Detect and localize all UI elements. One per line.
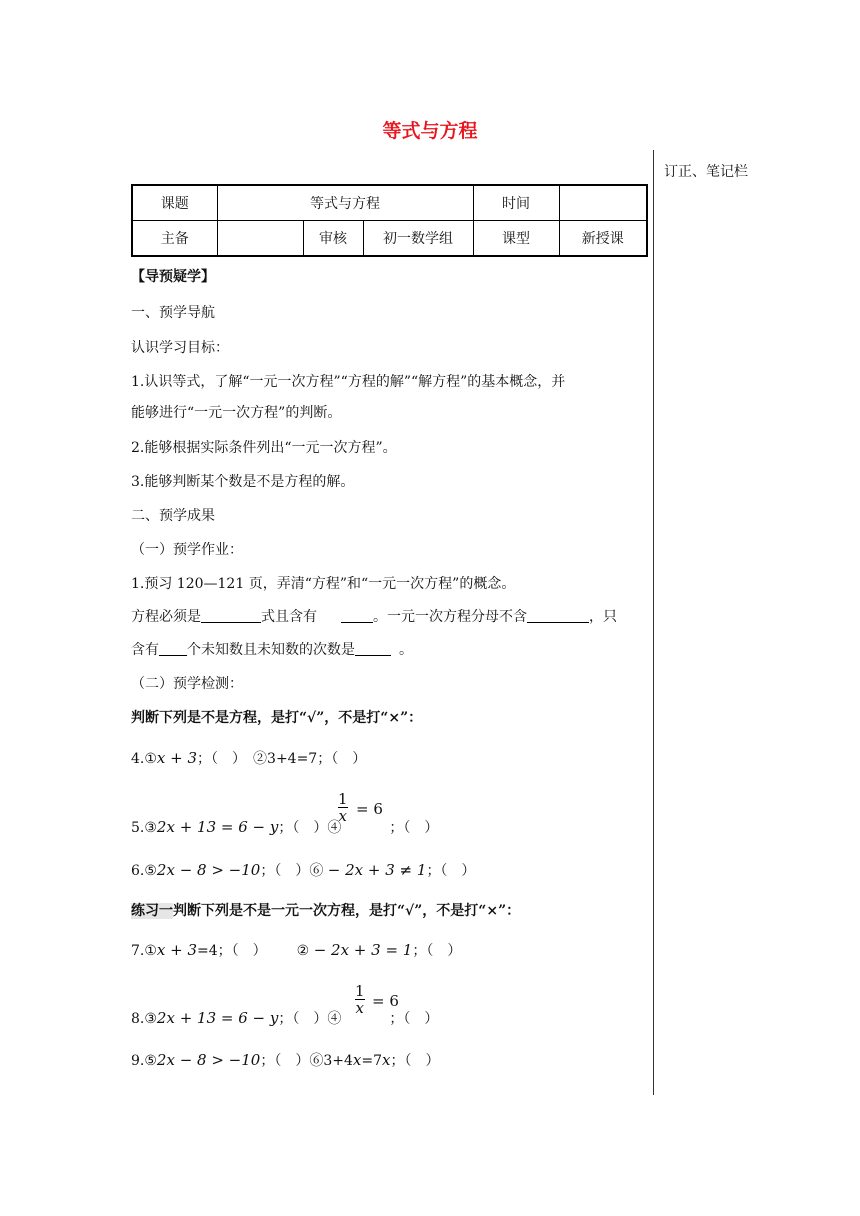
cell-topic-label: 课题 <box>132 185 217 221</box>
judge-instruction-1: 判断下列是不是方程，是打“√”，不是打“×”： <box>131 710 423 726</box>
page-title: 等式与方程 <box>382 120 478 142</box>
fraction-expression: $\frac{1}{x}$ <box>338 790 348 825</box>
fill-line-1: 方程必须是 式且含有 。一元一次方程分母不含 ，只 <box>131 609 617 625</box>
goal-1b: 能够进行“一元一次方程”的判断。 <box>131 405 342 421</box>
fraction-expression: $\frac{1}{x}$ <box>355 982 365 1017</box>
expression: 2x + 13 = 6 − y <box>156 818 279 836</box>
cell-author-value <box>217 221 303 257</box>
cell-time-value <box>559 185 647 221</box>
fraction-rhs: = 6 <box>356 800 383 818</box>
goal-3: 3.能够判断某个数是不是方程的解。 <box>131 474 355 490</box>
expression: 2x − 8 > −10 <box>156 1051 261 1069</box>
cell-time-label: 时间 <box>473 185 559 221</box>
answer-blank[interactable] <box>201 608 261 623</box>
question-8: 8.③2x + 13 = 6 − y；（ ）④ ；（ ） <box>131 1009 439 1027</box>
cell-author-label: 主备 <box>132 221 217 257</box>
fill-line-2: 含有 个未知数且未知数的次数是 。 <box>131 642 413 658</box>
homework-heading: （一）预学作业： <box>131 542 243 558</box>
answer-blank[interactable] <box>341 608 373 623</box>
expression: − 2x + 3 ≠ 1 <box>327 861 427 879</box>
expression: 2x + 13 = 6 − y <box>156 1009 279 1027</box>
fraction-rhs: = 6 <box>372 992 399 1010</box>
table-row <box>132 221 647 257</box>
question-9: 9.⑤2x − 8 > −10；（ ）⑥3+4x=7x；（ ） <box>131 1051 440 1069</box>
practice-label: 练习一 <box>131 903 173 919</box>
check-heading: （二）预学检测： <box>131 676 243 692</box>
section-heading: 【导预疑学】 <box>131 269 215 285</box>
cell-type-label: 课型 <box>473 221 559 257</box>
expression: − 2x + 3 = 1 <box>313 941 413 959</box>
question-4: 4.①x + 3；（ ） ②3+4=7；（ ） <box>131 749 367 767</box>
cell-review-label: 审核 <box>303 221 363 257</box>
goals-heading: 认识学习目标： <box>131 340 229 356</box>
lesson-info-table <box>131 184 648 257</box>
section-one-title: 一、预学导航 <box>131 305 215 321</box>
cell-topic-value: 等式与方程 <box>217 185 473 221</box>
expression: x + 3 <box>156 749 198 767</box>
expression: 2x − 8 > −10 <box>156 861 261 879</box>
question-6: 6.⑤2x − 8 > −10；（ ）⑥ − 2x + 3 ≠ 1；（ ） <box>131 861 476 879</box>
homework-item-1: 1.预习 120—121 页，弄清“方程”和“一元一次方程”的概念。 <box>131 576 516 592</box>
cell-type-value: 新授课 <box>559 221 647 257</box>
margin-divider <box>653 150 654 1095</box>
answer-blank[interactable] <box>355 641 391 656</box>
goal-2: 2.能够根据实际条件列出“一元一次方程”。 <box>131 440 397 456</box>
table-row <box>132 185 647 221</box>
question-5: 5.③2x + 13 = 6 − y；（ ）④ ；（ ） <box>131 818 439 836</box>
goal-1a: 1.认识等式，了解“一元一次方程”“方程的解”“解方程”的基本概念，并 <box>131 374 566 390</box>
cell-review-value: 初一数学组 <box>363 221 473 257</box>
expression: x + 3 <box>156 941 198 959</box>
side-note-label: 订正、笔记栏 <box>664 164 748 180</box>
section-two-title: 二、预学成果 <box>131 508 215 524</box>
answer-blank[interactable] <box>159 641 187 656</box>
question-7: 7.①x + 3=4；（ ） ② − 2x + 3 = 1；（ ） <box>131 941 462 959</box>
judge-instruction-2: 练习一判断下列是不是一元一次方程，是打“√”，不是打“×”： <box>131 903 521 919</box>
answer-blank[interactable] <box>527 608 589 623</box>
